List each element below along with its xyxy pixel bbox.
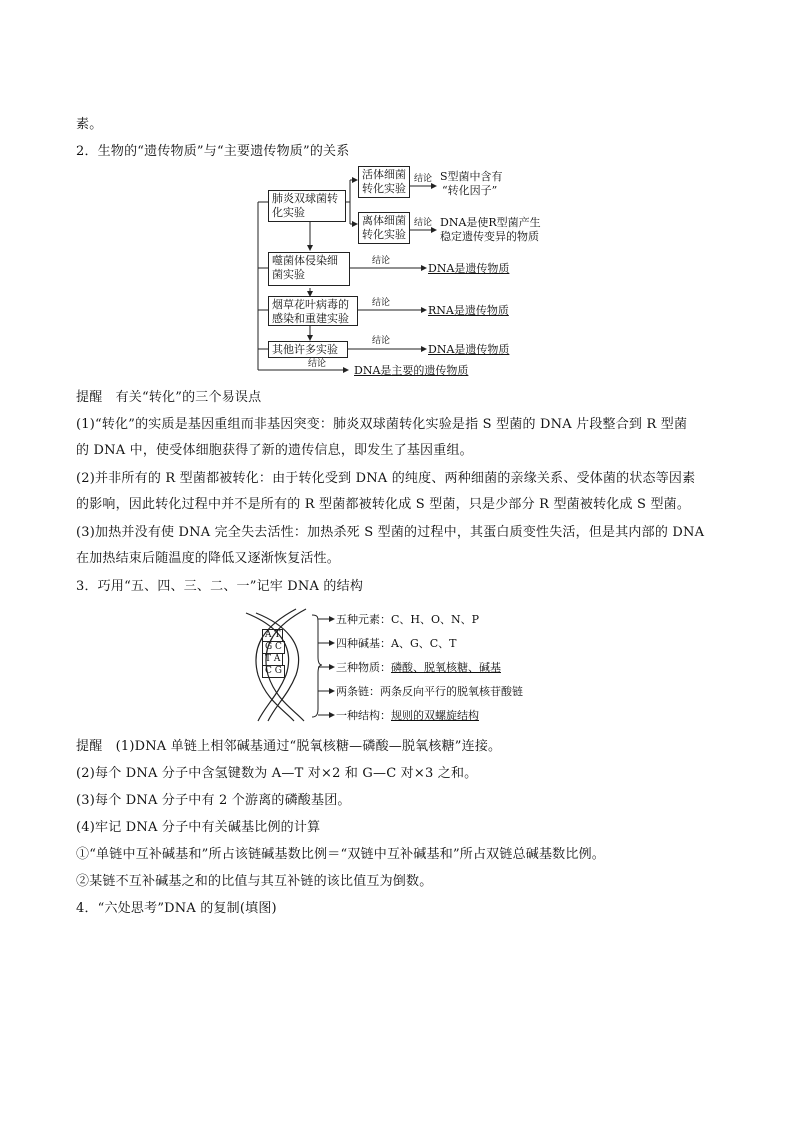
- tip-1-title: 提醒 有关“转化”的三个易误点: [76, 390, 262, 405]
- box-phage-experiment: 噬菌体侵染细菌实验: [268, 252, 350, 286]
- base-pair-4: C G: [262, 665, 285, 678]
- tip-1-item-1a: (1)“转化”的实质是基因重组而非基因突变：肺炎双球菌转化实验是指 S 型菌的 DNA 片段整合到 R 型菌: [76, 417, 688, 432]
- box-in-vitro-experiment: 离体细菌转化实验: [358, 212, 410, 244]
- section-4-heading: 4．“六处思考”DNA 的复制(填图): [76, 901, 277, 916]
- section-2-heading: 2．生物的“遗传物质”与“主要遗传物质”的关系: [76, 144, 350, 159]
- result-live-1: S型菌中含有: [440, 170, 503, 183]
- dna-three-value: 磷酸、脱氧核糖、碱基: [391, 661, 501, 674]
- dna-one-label: 一种结构：: [336, 709, 391, 722]
- result-other: DNA是遗传物质: [428, 343, 510, 356]
- tip-2-line-5: ①“单链中互补碱基和”所占该链碱基数比例＝“双链中互补碱基和”所占双链总碱基数比例。: [76, 847, 605, 862]
- label-conclusion: 结论: [372, 298, 391, 308]
- dna-three-substances: [336, 661, 501, 674]
- tip-1-item-3b: 在加热结束后随温度的降低又逐渐恢复活性。: [76, 551, 341, 566]
- section-3-heading: 3．巧用“五、四、三、二、一”记牢 DNA 的结构: [76, 579, 364, 594]
- base-pair-2: G C: [262, 641, 285, 654]
- box-tmv-experiment: 烟草花叶病毒的感染和重建实验: [268, 296, 358, 326]
- label-conclusion: 结论: [372, 256, 391, 266]
- dna-two-strands: 两条链：两条反向平行的脱氧核苷酸链: [336, 685, 523, 698]
- tip-2-line-1: 提醒 (1)DNA 单链上相邻碱基通过“脱氧核糖—磷酸—脱氧核糖”连接。: [76, 739, 502, 754]
- label-conclusion: 结论: [308, 359, 327, 369]
- label-conclusion: 结论: [372, 336, 391, 346]
- box-other-experiments: 其他许多实验: [268, 341, 348, 358]
- genetic-material-flow-diagram: [250, 160, 550, 382]
- tip-1-item-2a: (2)并非所有的 R 型菌都被转化：由于转化受到 DNA 的纯度、两种细菌的亲缘关系、受体菌的状态等因素: [76, 471, 696, 486]
- box-in-vivo-experiment: 活体细菌转化实验: [358, 166, 410, 198]
- tip-2-line-2: (2)每个 DNA 分子中含氢键数为 A—T 对×2 和 G—C 对×3 之和。: [76, 766, 478, 781]
- tip-2-line-6: ②某链不互补碱基之和的比值与其互补链的该比值互为倒数。: [76, 874, 433, 889]
- result-phage: DNA是遗传物质: [428, 262, 510, 275]
- text-line-continuation: 素。: [76, 117, 103, 132]
- label-conclusion: 结论: [414, 218, 433, 228]
- base-pair-3: T A: [262, 653, 283, 666]
- tip-1-item-2b: 的影响，因此转化过程中并不是所有的 R 型菌都被转化成 S 型菌，只是少部分 R 型菌被转化成 S 型菌。: [76, 497, 691, 512]
- result-tmv: RNA是遗传物质: [428, 304, 509, 317]
- label-conclusion: 结论: [414, 174, 433, 184]
- result-vitro-2: 稳定遗传变异的物质: [440, 230, 539, 243]
- dna-five-elements: 五种元素：C、H、O、N、P: [336, 613, 480, 626]
- dna-one-structure: [336, 709, 479, 722]
- result-live-2: “转化因子”: [442, 184, 498, 197]
- result-vitro-1: DNA是使R型菌产生: [440, 216, 541, 229]
- tip-2-line-4: (4)牢记 DNA 分子中有关碱基比例的计算: [76, 820, 321, 835]
- box-pneumococcus-experiment: 肺炎双球菌转化实验: [268, 190, 346, 222]
- tip-1-item-3a: (3)加热并没有使 DNA 完全失去活性：加热杀死 S 型菌的过程中，其蛋白质变性失活，但是其内部的 DNA: [76, 525, 705, 540]
- tip-2-line-3: (3)每个 DNA 分子中有 2 个游离的磷酸基团。: [76, 793, 351, 808]
- result-final: DNA是主要的遗传物质: [354, 364, 469, 377]
- dna-structure-diagram: [236, 605, 523, 727]
- dna-four-bases: 四种碱基：A、G、C、T: [336, 637, 457, 650]
- tip-1-item-1b: 的 DNA 中，使受体细胞获得了新的遗传信息，即发生了基因重组。: [76, 443, 473, 458]
- dna-three-label: 三种物质：: [336, 661, 391, 674]
- dna-one-value: 规则的双螺旋结构: [391, 709, 479, 722]
- base-pair-1: A T: [262, 629, 283, 642]
